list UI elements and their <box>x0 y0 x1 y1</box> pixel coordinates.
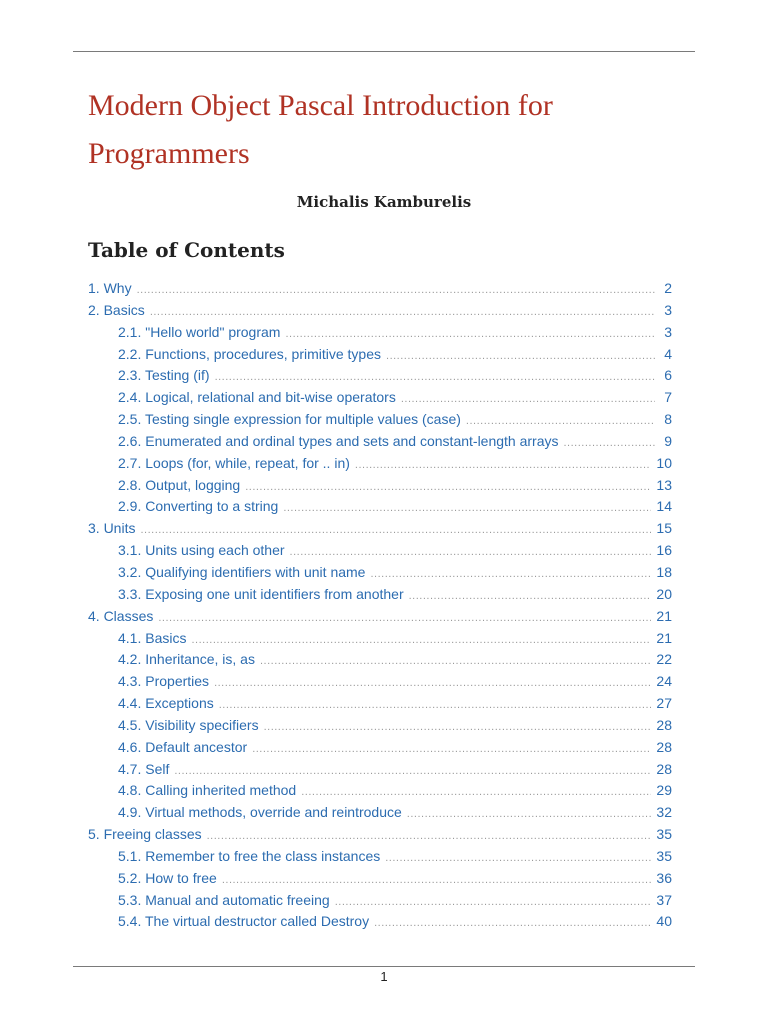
toc-entry-label: 2.7. Loops (for, while, repeat, for .. in) <box>118 454 350 471</box>
toc-dot-leader <box>214 677 651 689</box>
toc-dot-leader <box>191 634 651 646</box>
toc-entry-page: 9 <box>664 432 672 449</box>
toc-entry-label: 5. Freeing classes <box>88 826 202 843</box>
toc-entry[interactable] <box>88 302 672 324</box>
toc-entry-page: 22 <box>656 651 672 668</box>
toc-entry-label: 3.1. Units using each other <box>118 542 285 559</box>
toc-dot-leader <box>158 612 651 624</box>
toc-entry[interactable] <box>88 389 672 411</box>
toc-entry-page: 14 <box>656 498 672 515</box>
toc-entry[interactable] <box>88 498 672 520</box>
toc-entry[interactable] <box>88 542 672 564</box>
toc-entry-page: 24 <box>656 673 672 690</box>
toc-entry-label: 3.3. Exposing one unit identifiers from another <box>118 585 404 602</box>
toc-dot-leader <box>386 350 655 362</box>
toc-entry-label: 4.2. Inheritance, is, as <box>118 651 255 668</box>
toc-entry[interactable] <box>88 280 672 302</box>
page-number: 1 <box>380 969 388 984</box>
document-title: Modern Object Pascal Introduction for Programmers <box>88 89 553 170</box>
toc-entry[interactable] <box>88 520 672 542</box>
toc-dot-leader <box>283 502 651 514</box>
toc-entry-page: 8 <box>664 411 672 428</box>
toc-entry-page: 7 <box>664 389 672 406</box>
toc-entry-label: 4.8. Calling inherited method <box>118 782 297 799</box>
toc-entry-page: 35 <box>656 826 672 843</box>
toc-entry-label: 3. Units <box>88 520 136 537</box>
toc-entry[interactable] <box>88 782 672 804</box>
toc-entry-page: 21 <box>656 629 672 646</box>
toc-dot-leader <box>260 655 651 667</box>
toc-entry-page: 15 <box>656 520 672 537</box>
toc-entry-label: 4. Classes <box>88 607 154 624</box>
toc-dot-leader <box>409 590 652 602</box>
toc-dot-leader <box>150 306 655 318</box>
toc-entry-page: 18 <box>656 563 672 580</box>
top-rule <box>73 51 695 52</box>
toc-dot-leader <box>374 917 651 929</box>
toc-entry-label: 2.4. Logical, relational and bit-wise operators <box>118 389 396 406</box>
toc-entry[interactable] <box>88 739 672 761</box>
toc-entry-label: 2.2. Functions, procedures, primitive types <box>118 345 382 362</box>
toc-entry-label: 4.7. Self <box>118 760 170 777</box>
toc-dot-leader <box>370 568 651 580</box>
toc-entry-page: 16 <box>656 542 672 559</box>
toc-entry-page: 28 <box>656 716 672 733</box>
toc-dot-leader <box>219 699 652 711</box>
toc-entry-label: 4.5. Visibility specifiers <box>118 716 259 733</box>
toc-heading: Table of Contents <box>88 238 285 262</box>
toc-entry-page: 20 <box>656 585 672 602</box>
toc-entry-page: 37 <box>656 891 672 908</box>
toc-entry-page: 35 <box>656 847 672 864</box>
toc-entry-label: 2.8. Output, logging <box>118 476 241 493</box>
toc-entry-page: 40 <box>656 913 672 930</box>
toc-entry[interactable] <box>88 870 672 892</box>
toc-entry[interactable] <box>88 367 672 389</box>
toc-dot-leader <box>466 415 655 427</box>
toc-dot-leader <box>290 546 652 558</box>
toc-entry-label: 5.3. Manual and automatic freeing <box>118 891 330 908</box>
toc-entry-label: 3.2. Qualifying identifiers with unit name <box>118 563 366 580</box>
toc-entry-label: 1. Why <box>88 280 132 296</box>
toc-entry-page: 36 <box>656 869 672 886</box>
toc-entry[interactable] <box>88 477 672 499</box>
toc-entry-label: 5.4. The virtual destructor called Destroy <box>118 913 370 930</box>
toc-entry-label: 2.1. "Hello world" program <box>118 323 281 340</box>
toc-entry[interactable] <box>88 433 672 455</box>
toc-entry[interactable] <box>88 673 672 695</box>
toc-entry[interactable] <box>88 804 672 826</box>
toc-entry-page: 4 <box>664 345 672 362</box>
toc-dot-leader <box>407 808 652 820</box>
toc-entry[interactable] <box>88 324 672 346</box>
toc-dot-leader <box>222 874 652 886</box>
toc-entry[interactable] <box>88 695 672 717</box>
toc-entry-page: 13 <box>656 476 672 493</box>
toc-entry-label: 2.6. Enumerated and ordinal types and sets and constant-length arrays <box>118 432 559 449</box>
toc-entry-page: 6 <box>664 367 672 384</box>
toc-dot-leader <box>301 786 651 798</box>
toc-entry[interactable] <box>88 826 672 848</box>
toc-entry-label: 4.1. Basics <box>118 629 187 646</box>
toc-dot-leader <box>335 896 652 908</box>
toc-entry-page: 32 <box>656 804 672 821</box>
toc-entry-page: 3 <box>664 301 672 318</box>
toc-entry-label: 2.3. Testing (if) <box>118 367 210 384</box>
toc-dot-leader <box>245 481 651 493</box>
toc-entry[interactable] <box>88 717 672 739</box>
toc-entry-page: 27 <box>656 695 672 712</box>
toc-entry[interactable] <box>88 892 672 914</box>
toc-dot-leader <box>385 852 651 864</box>
toc-dot-leader <box>264 721 652 733</box>
toc-entry[interactable] <box>88 761 672 783</box>
toc-entry-label: 2.5. Testing single expression for multiple values (case) <box>118 411 461 428</box>
toc-entry-label: 4.9. Virtual methods, override and reintroduce <box>118 804 402 821</box>
toc-entry[interactable] <box>88 564 672 586</box>
toc-dot-leader <box>174 765 651 777</box>
toc-entry[interactable] <box>88 608 672 630</box>
toc-entry-label: 4.6. Default ancestor <box>118 738 248 755</box>
toc-entry[interactable] <box>88 455 672 477</box>
toc-entry[interactable] <box>88 630 672 652</box>
toc-entry-page: 2 <box>664 280 672 296</box>
toc-entry-page: 28 <box>656 760 672 777</box>
toc-entry-page: 10 <box>656 454 672 471</box>
toc-entry-page: 21 <box>656 607 672 624</box>
toc-entry[interactable] <box>88 651 672 673</box>
toc-dot-leader <box>355 459 652 471</box>
toc-entry-page: 3 <box>664 323 672 340</box>
toc-dot-leader <box>252 743 651 755</box>
author-name: Michalis Kamburelis <box>296 193 472 211</box>
toc-dot-leader <box>140 524 651 536</box>
toc-entry-label: 5.1. Remember to free the class instances <box>118 847 381 864</box>
toc-entry[interactable] <box>88 913 672 935</box>
toc-entry-label: 4.3. Properties <box>118 673 210 690</box>
toc-dot-leader <box>207 830 652 842</box>
toc-dot-leader <box>285 328 655 340</box>
toc-entry[interactable] <box>88 586 672 608</box>
toc-entry-label: 2. Basics <box>88 301 145 318</box>
toc-entry-label: 4.4. Exceptions <box>118 695 214 712</box>
toc-entry-page: 29 <box>656 782 672 799</box>
toc-entry-label: 5.2. How to free <box>118 869 217 886</box>
toc-entry-label: 2.9. Converting to a string <box>118 498 279 515</box>
toc-dot-leader <box>401 393 655 405</box>
toc-entry[interactable] <box>88 848 672 870</box>
bottom-rule <box>73 966 695 967</box>
toc-dot-leader <box>215 371 655 383</box>
table-of-contents <box>88 280 672 935</box>
toc-entry-page: 28 <box>656 738 672 755</box>
toc-dot-leader <box>137 284 655 296</box>
toc-entry[interactable] <box>88 346 672 368</box>
toc-dot-leader <box>564 437 656 449</box>
toc-entry[interactable] <box>88 411 672 433</box>
